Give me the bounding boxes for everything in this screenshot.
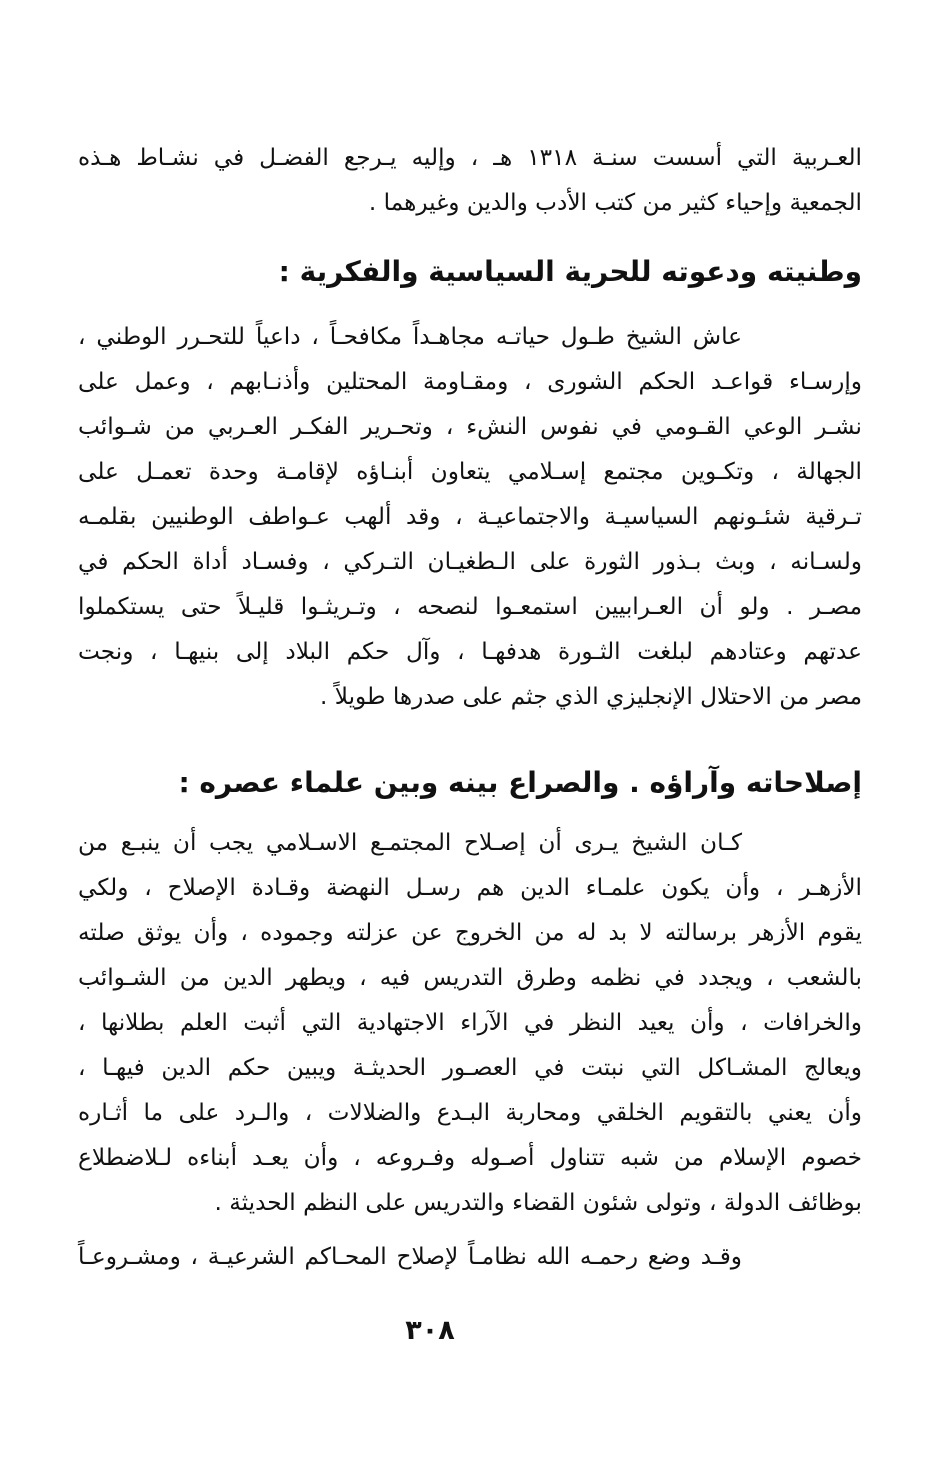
section-heading-text: وطنيته ودعوته للحرية السياسية والفكرية : (278, 255, 862, 288)
text-line: نشـر الوعي القـومي في نفوس النشء ، وتحـرير الفكـر العـربي من شـوائب (78, 413, 862, 440)
text-line: مصـر . ولو أن العـرابيين استمعـوا لنصحه ، وتـريثـوا قليـلاً حتى يستكملوا (78, 593, 862, 620)
text-line: كـان الشيخ يـرى أن إصـلاح المجتمـع الاسـلامي يجب أن ينبـع من (78, 829, 742, 856)
text-line: وقـد وضع رحمـه الله نظامـاً لإصلاح المحـاكم الشرعيـة ، ومشـروعـاً (78, 1243, 742, 1270)
section-heading (78, 249, 862, 294)
text-line: خصوم الإسلام من شبه تتناول أصـوله وفـروعه ، وأن يعـد أبناءه لـلاضطلاع (78, 1144, 862, 1171)
text-line: العـربية التي أسست سنـة ١٣١٨ هـ ، وإليه يـرجع الفضـل في نشـاط هـذه (78, 144, 862, 171)
text-line: الجمعية وإحياء كثير من كتب الأدب والدين وغيرهما . (368, 189, 862, 216)
text-line: عدتهم وعتادهم لبلغت الثـورة هدفهـا ، وآل حكم البلاد إلى بنيهـا ، ونجت (78, 638, 862, 665)
text-line: والخرافات ، وأن يعيد النظر في الآراء الاجتهادية التي أثبت العلم بطلانها ، (78, 1009, 862, 1036)
section-heading-text: إصلاحاته وآراؤه . والصراع بينه وبين علماء عصره : (178, 766, 862, 799)
text-line: الأزهـر ، وأن يكون علمـاء الدين هم رسـل النهضة وقـادة الإصلاح ، ولكي (78, 874, 862, 901)
text-line: بوظائف الدولة ، وتولى شئون القضاء والتدريس على النظم الحديثة . (214, 1189, 862, 1216)
text-line: ويعالج المشـاكل التي نبتت في العصـور الحديثـة ويبين حكم الدين فيهـا ، (78, 1054, 862, 1081)
text-line: بالشعب ، ويجدد في نظمه وطرق التدريس فيه ، ويطهر الدين من الشـوائب (78, 964, 862, 991)
text-line: تـرقية شئـونهم السياسيـة والاجتماعيـة ، وقد ألهب عـواطف الوطنيين بقلمـه (78, 503, 862, 530)
page-number: ٣٠٨ (405, 1315, 455, 1346)
continued-paragraph (78, 135, 862, 225)
paragraph (78, 1234, 862, 1279)
paragraph (78, 820, 862, 1225)
text-line: الجهالة ، وتكـوين مجتمع إسـلامي يتعاون أبنـاؤه لإقامـة وحدة تعمـل على (78, 458, 862, 485)
text-line: وأن يعني بالتقويم الخلقي ومحاربة البـدع والضلالات ، والـرد على ما أثـاره (78, 1099, 862, 1126)
section-heading (78, 760, 862, 805)
text-line: يقوم الأزهر برسالته لا بد له من الخروج عن عزلته وجموده ، وأن يوثق صلته (78, 919, 862, 946)
text-line: عاش الشيخ طـول حياتـه مجاهـداً مكافحـاً ، داعياً للتحـرر الوطني ، (78, 323, 742, 350)
paragraph (78, 314, 862, 719)
text-line: مصر من الاحتلال الإنجليزي الذي جثم على صدرها طويلاً . (320, 683, 862, 710)
text-line: ولسـانه ، وبث بـذور الثورة على الـطغيـان التـركي ، وفسـاد أداة الحكم في (78, 548, 862, 575)
text-line: وإرسـاء قواعـد الحكم الشورى ، ومقـاومة المحتلين وأذنـابهم ، وعمل على (78, 368, 862, 395)
